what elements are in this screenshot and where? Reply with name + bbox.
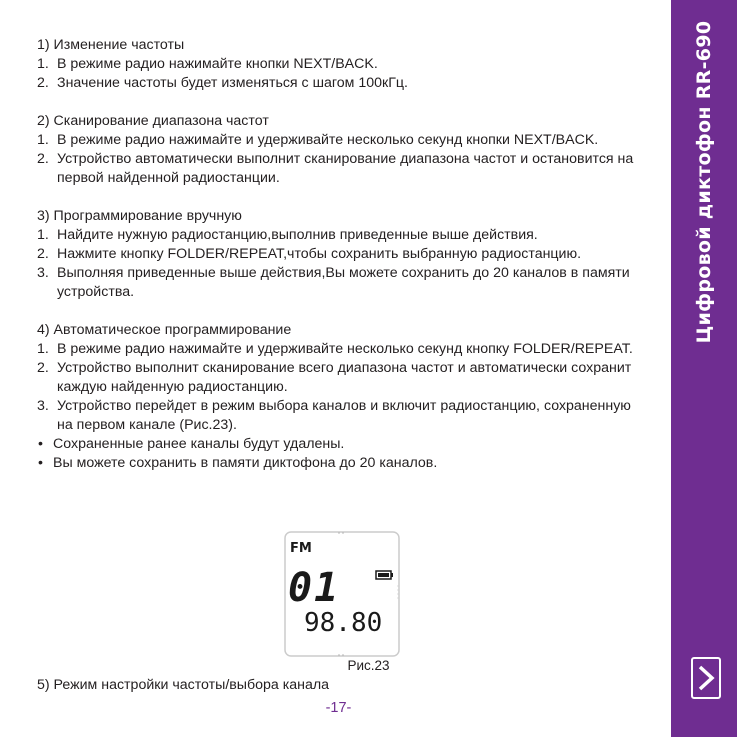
list-item [37, 74, 647, 93]
lcd-mode-text: FM [290, 541, 312, 556]
lcd-screen [284, 531, 400, 657]
bullet-item [37, 435, 647, 454]
list-item [37, 150, 647, 188]
section-title: 4) Автоматическое программирование [37, 322, 292, 338]
item-marker: 2. [37, 75, 49, 91]
item-text: Устройство автоматически выполнит сканирование диапазона частот и остановится на первой найденной радиостанции. [57, 151, 634, 186]
section-4 [37, 321, 647, 473]
item-marker: 3. [37, 398, 49, 414]
bullet-icon: • [38, 455, 43, 471]
manual-content [37, 36, 647, 492]
item-text: Значение частоты будет изменяться с шагом 100кГц. [57, 75, 408, 91]
bullet-text: Сохраненные ранее каналы будут удалены. [53, 436, 345, 452]
figure-caption: Рис.23 [347, 658, 390, 673]
item-marker: 1. [37, 56, 49, 72]
list-item [37, 245, 647, 264]
sidebar-title: Цифровой диктофон RR-690 [693, 20, 715, 344]
figure-lcd-display [284, 531, 400, 657]
item-marker: 3. [37, 265, 49, 281]
item-text: В режиме радио нажимайте и удерживайте несколько секунд кнопку FOLDER/REPEAT. [57, 341, 633, 357]
item-text: В режиме радио нажимайте и удерживайте несколько секунд кнопки NEXT/BACK. [57, 132, 599, 148]
list-item [37, 226, 647, 245]
section-5-title: 5) Режим настройки частоты/выбора канала [37, 677, 330, 693]
section-title: 3) Программирование вручную [37, 208, 242, 224]
item-marker: 1. [37, 341, 49, 357]
list-item [37, 264, 647, 302]
list-item [37, 55, 647, 74]
sidebar [671, 0, 737, 737]
item-text: Найдите нужную радиостанцию,выполнив приведенные выше действия. [57, 227, 538, 243]
section-2 [37, 112, 647, 188]
item-text: Устройство выполнит сканирование всего диапазона частот и автоматически сохранит каждую найденную радиостанцию. [57, 360, 632, 395]
item-marker: 1. [37, 227, 49, 243]
lcd-frequency-text: 98.80 [304, 608, 383, 638]
bullet-item [37, 454, 647, 473]
item-marker: 2. [37, 360, 49, 376]
section-title: 1) Изменение частоты [37, 37, 185, 53]
item-text: Выполняя приведенные выше действия,Вы можете сохранить до 20 каналов в памяти устройства. [57, 265, 630, 300]
item-marker: 1. [37, 132, 49, 148]
page-number: -17- [325, 700, 352, 716]
list-item [37, 359, 647, 397]
chevron-right-icon [697, 664, 715, 692]
section-1 [37, 36, 647, 93]
section-title: 2) Сканирование диапазона частот [37, 113, 269, 129]
bullet-icon: • [38, 436, 43, 452]
item-text: Нажмите кнопку FOLDER/REPEAT,чтобы сохранить выбранную радиостанцию. [57, 246, 582, 262]
lcd-channel-text: 01 [288, 565, 341, 611]
section-3 [37, 207, 647, 302]
item-text: Устройство перейдет в режим выбора каналов и включит радиостанцию, сохраненную на первом канале (Рис.23). [57, 398, 631, 433]
list-item [37, 340, 647, 359]
list-item [37, 131, 647, 150]
item-marker: 2. [37, 246, 49, 262]
item-text: В режиме радио нажимайте кнопки NEXT/BACK. [57, 56, 378, 72]
item-marker: 2. [37, 151, 49, 167]
list-item [37, 397, 647, 435]
next-page-button[interactable] [691, 657, 721, 699]
bullet-text: Вы можете сохранить в памяти диктофона до 20 каналов. [53, 455, 438, 471]
